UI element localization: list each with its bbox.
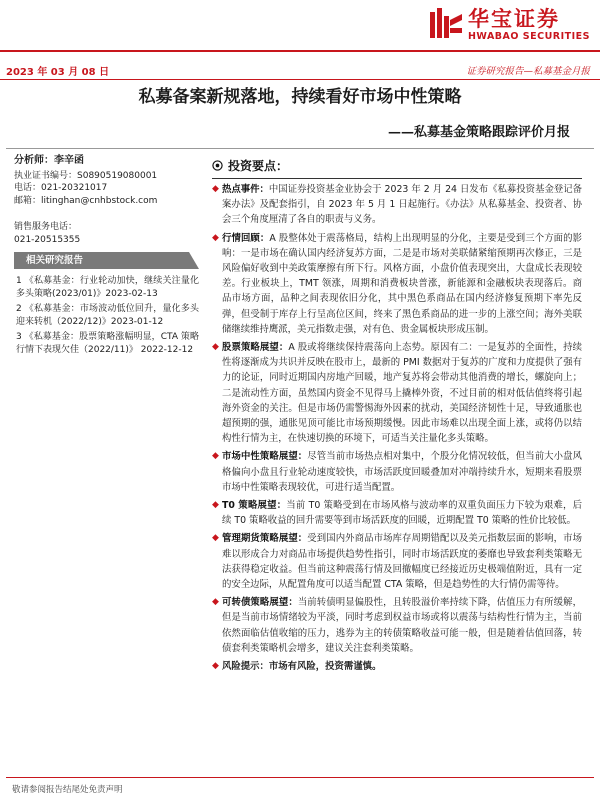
- paragraph-t0: [212, 498, 582, 528]
- brand-name-cn: 华宝证券: [467, 6, 560, 31]
- paragraph-market-neutral: [212, 449, 582, 495]
- header-rule: [0, 50, 600, 52]
- date-rule: [0, 79, 600, 80]
- risk-text: 风险提示：市场有风险，投资需谨慎。: [222, 661, 382, 673]
- analyst-email[interactable]: 邮箱：litinghan@cnhbstock.com: [14, 195, 158, 206]
- related-report-item[interactable]: 1 《私募基金：行业轮动加快，继续关注量化多头策略(2023/01)》2023-02-13: [16, 276, 199, 299]
- paragraph-convertible-bond: [212, 595, 582, 656]
- title-rule: [6, 148, 594, 149]
- diamond-bullet-icon: ◆: [212, 342, 219, 353]
- report-date: 2023 年 03 月 08 日: [6, 67, 110, 78]
- page-title: 私募备案新规落地，持续看好市场中性策略: [138, 87, 462, 107]
- sales-phone: 021-20515355: [14, 234, 81, 245]
- paragraph-key: 可转债策略展望：: [222, 597, 298, 609]
- paragraph-key: 行情回顾：: [222, 232, 270, 244]
- diamond-bullet-icon: ◆: [212, 500, 219, 511]
- related-reports-header: 相关研究报告: [14, 252, 199, 269]
- left-sidebar: [14, 155, 199, 359]
- paragraph-text: 受到国内外商品市场库存周期错配以及美元指数层面的影响，市场难以形成合力对商品市场提供趋势性指引，同时市场活跃度的萎靡也导致套利类策略无法获得稳定收益。但当前这种震荡行情及回撤幅度已经接近历史极端值附近，具有一定的安全边际，从配置角度可以适当配置 CTA 策略，但是趋势性的大行情仍需等待。: [222, 533, 582, 591]
- paragraph-text: A 股整体处于震荡格局，结构上出现明显的分化，主要是受到三个方面的影响：一是市场在确认国内经济复苏方面，二是是市场对美联储紧缩预期再次修正，三是风险偏好收到中美政策摩擦有所下行。风格方面，小盘价值表现突出，大盘成长表现较差。行业板块上，TMT 领涨，周期和消费板块普涨，新能源和金融板块表现落后。商品市场方面，品种之间表现依旧分化，其中黑色系商品在国内经济修复预期下率先反弹，但受制于库存上行呈高位区间，终来了黑色系商品的进一步的上涨空间；海外美联储继续维持鹰派，美元指数走强，对有色、贵金属板块形成压制。: [222, 232, 582, 335]
- paragraph-key: 管理期货策略展望：: [222, 533, 308, 545]
- hwabao-logo-icon: [428, 6, 464, 42]
- analyst-license: 执业证书编号：S0890519080001: [14, 170, 158, 181]
- paragraph-key: 股票策略展望：: [222, 342, 289, 354]
- risk-warning: [212, 659, 582, 674]
- footer-rule: [6, 777, 594, 778]
- paragraph-text: 当前 T0 策略受到在市场风格与波动率的双重负面压力下较为艰难，后续 T0 策略收益的回升需要等到市场活跃度的回暖，近期配置 T0 策略的性价比较低。: [222, 500, 582, 527]
- paragraph-key: T0 策略展望：: [222, 500, 287, 512]
- paragraph-text: 当前转债明显偏股性，且转股溢价率持续下降，估值压力有所缓解，但是当前市场情绪较为平淡，同时考虑到权益市场或将以震荡与结构性行情为主，当前依然面临估值收缩的压力，逃券为主的转债策略收益可能一般，但是随着估值回落，转债套利类策略机会增多，建议关注套利类策略。: [222, 597, 582, 654]
- diamond-bullet-icon: ◆: [212, 533, 219, 544]
- related-report-item[interactable]: 3 《私募基金：股票策略涨幅明显，CTA 策略行情下表现欠佳（2022/11)》 2022-12-12: [16, 332, 199, 355]
- diamond-bullet-icon: ◆: [212, 451, 219, 462]
- analyst-name: 分析师：李辛函: [14, 155, 84, 166]
- diamond-bullet-icon: ◆: [212, 184, 219, 194]
- paragraph-managed-futures: [212, 531, 582, 592]
- target-icon: [212, 160, 223, 171]
- diamond-bullet-icon: ◆: [212, 232, 219, 243]
- date-bar: [0, 63, 600, 77]
- footer-disclaimer: 敬请参阅报告结尾处免责声明: [12, 785, 123, 795]
- related-reports-list: [14, 275, 199, 356]
- investment-points-heading: [212, 157, 582, 174]
- brand-logo: [428, 6, 590, 42]
- page-subtitle: ——私募基金策略跟踪评价月报: [387, 125, 570, 140]
- paragraph-text: A 股或将继续保持震荡向上态势。原因有二：一是复苏的全面性，持续性将逐渐成为共识并反映在股市上，最新的 PMI 数据对于复苏的广度和力度提供了强有力的论证，同时近期国内房地产回暖，地产复苏将会带动其他消费的增长，螺旋向上；二是流动性方面，虽然国内资金不见得马上撬棒外资，不过目前的相对低估值终将引起海外资金的关注。但是市场仍需警惕海外因素的扰动，美国经济韧性十足，导致通胀也超预期的强，通胀见顶可能比市场预期缓慢。因此市场难以出现全面上涨，或将仍以结构性行情为主，在快速切换的环境下，可适当关注量化多头策略。: [222, 342, 582, 445]
- paragraph-text: 中国证券投资基金业协会于 2023 年 2 月 24 日发布《私募投资基金登记备案办法》及配套指引，自 2023 年 5 月 1 日起施行。《办法》从私募基金、投资者、协会三个角度厘清了各自的职责与义务。: [222, 184, 582, 226]
- analyst-phone: 电话：021-20321017: [14, 183, 108, 193]
- diamond-bullet-icon: ◆: [212, 597, 219, 608]
- brand-name-en: HWABAO SECURITIES: [467, 30, 590, 42]
- main-content: [212, 157, 582, 674]
- paragraph-hot-event: [212, 182, 582, 228]
- report-type: 证券研究报告—私募基金月报: [466, 66, 590, 77]
- heading-rule: [212, 178, 582, 179]
- diamond-bullet-icon: ◆: [212, 661, 219, 672]
- paragraph-stock-outlook: [212, 340, 582, 446]
- paragraph-key: 市场中性策略展望：: [222, 451, 308, 463]
- paragraph-key: 热点事件：: [222, 184, 269, 195]
- sales-label: 销售服务电话：: [14, 222, 78, 232]
- investment-points-title: 投资要点：: [228, 159, 289, 173]
- paragraph-market-review: [212, 231, 582, 337]
- related-report-item[interactable]: 2 《私募基金：市场波动低位回升，量化多头迎来转机（2022/12)》2023-01-12: [16, 304, 199, 327]
- paragraph-text: 尽管当前市场热点相对集中，个股分化情况较低，但当前大小盘风格偏向小盘且行业轮动速度较快，市场活跃度回暖叠加对冲端持续升水，短期来看股票市场中性策略表现较优，可进行适当配置。: [222, 451, 582, 493]
